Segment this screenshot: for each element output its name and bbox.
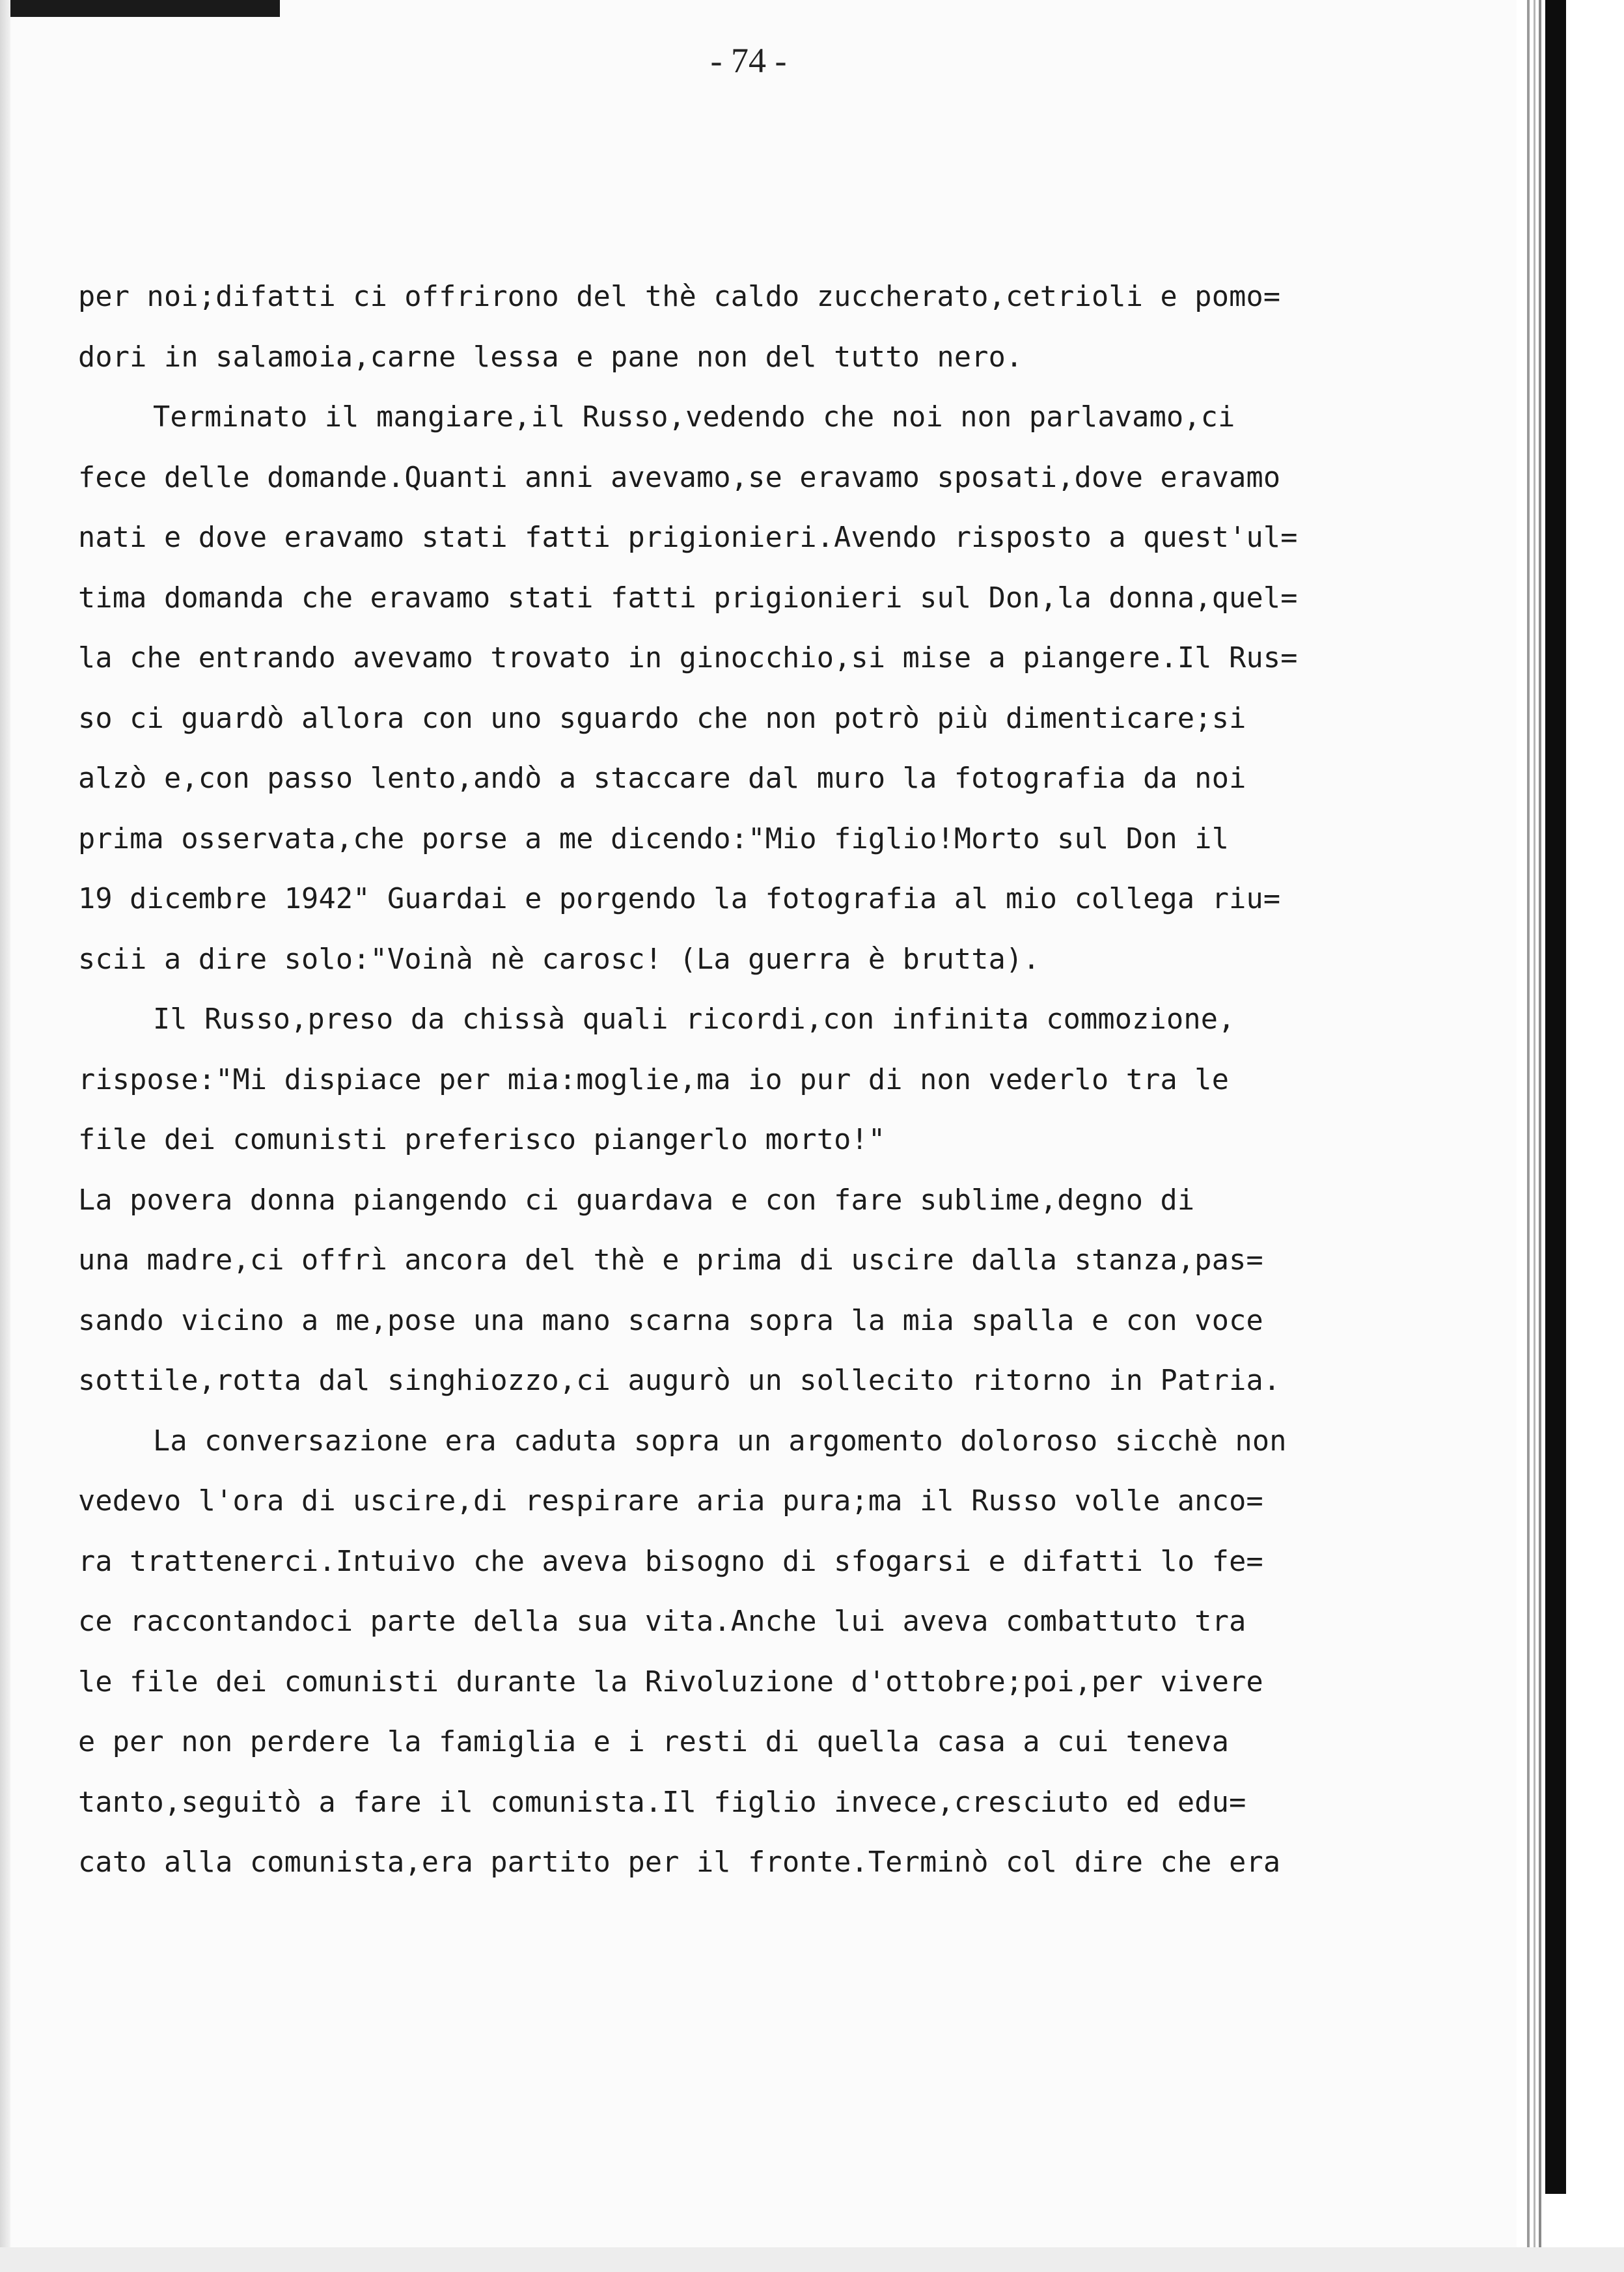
text-line: rispose:"Mi dispiace per mia:moglie,ma io pur di non vederlo tra le xyxy=(78,1063,1230,1096)
text-line: ra trattenerci.Intuivo che aveva bisogno di sfogarsi e difatti lo fe= xyxy=(78,1545,1263,1578)
binding-line xyxy=(1539,0,1541,2272)
text-line: vedevo l'ora di uscire,di respirare aria pura;ma il Russo volle anco= xyxy=(78,1485,1263,1517)
binding-line xyxy=(1534,0,1535,2272)
scan-left-edge xyxy=(0,0,10,2272)
text-line: sando vicino a me,pose una mano scarna sopra la mia spalla e con voce xyxy=(78,1304,1263,1337)
text-line: sottile,rotta dal singhiozzo,ci augurò un sollecito ritorno in Patria. xyxy=(78,1365,1281,1397)
text-line: ce raccontandoci parte della sua vita.Anche lui aveva combattuto tra xyxy=(78,1605,1246,1638)
text-line: tima domanda che eravamo stati fatti prigionieri sul Don,la donna,quel= xyxy=(78,581,1298,615)
text-line: La conversazione era caduta sopra un argomento doloroso sicchè non xyxy=(153,1424,1287,1458)
text-line: Il Russo,preso da chissà quali ricordi,con infinita commozione, xyxy=(153,1003,1235,1036)
binding-shadow xyxy=(1545,0,1566,2194)
text-line: La povera donna piangendo ci guardava e con fare sublime,degno di xyxy=(78,1184,1195,1217)
text-line: la che entrando avevamo trovato in ginocchio,si mise a piangere.Il Rus= xyxy=(78,642,1298,674)
text-line: dori in salamoia,carne lessa e pane non del tutto nero. xyxy=(78,340,1023,374)
typewritten-body xyxy=(78,267,1452,1893)
text-line: per noi;difatti ci offrirono del thè caldo zuccherato,cetrioli e pomo= xyxy=(78,281,1281,313)
text-line: scii a dire solo:"Voinà nè carosc! (La guerra è brutta). xyxy=(78,943,1040,976)
binding-line xyxy=(1527,0,1530,2272)
text-line: cato alla comunista,era partito per il fronte.Terminò col dire che era xyxy=(78,1846,1281,1879)
text-line: una madre,ci offrì ancora del thè e prima di uscire dalla stanza,pas= xyxy=(78,1244,1263,1277)
scan-binding-edge xyxy=(1517,0,1624,2272)
text-line: 19 dicembre 1942" Guardai e porgendo la fotografia al mio collega riu= xyxy=(78,883,1281,915)
scan-bottom-edge xyxy=(0,2247,1624,2272)
text-line: nati e dove eravamo stati fatti prigionieri.Avendo risposto a quest'ul= xyxy=(78,521,1298,554)
scan-top-edge-bar xyxy=(0,0,280,17)
text-line: alzò e,con passo lento,andò a staccare dal muro la fotografia da noi xyxy=(78,762,1246,795)
text-line: prima osservata,che porse a me dicendo:"Mio figlio!Morto sul Don il xyxy=(78,822,1230,855)
text-line: so ci guardò allora con uno sguardo che non potrò più dimenticare;si xyxy=(78,702,1246,735)
text-line: e per non perdere la famiglia e i resti di quella casa a cui teneva xyxy=(78,1726,1230,1758)
text-line: le file dei comunisti durante la Rivoluzione d'ottobre;poi,per vivere xyxy=(78,1665,1263,1698)
text-line: fece delle domande.Quanti anni avevamo,se eravamo sposati,dove eravamo xyxy=(78,461,1281,494)
page-number: - 74 - xyxy=(710,41,787,80)
text-line: file dei comunisti preferisco piangerlo morto!" xyxy=(78,1124,886,1156)
text-line: tanto,seguitò a fare il comunista.Il figlio invece,cresciuto ed edu= xyxy=(78,1786,1246,1819)
text-line: Terminato il mangiare,il Russo,vedendo che noi non parlavamo,ci xyxy=(153,401,1235,434)
